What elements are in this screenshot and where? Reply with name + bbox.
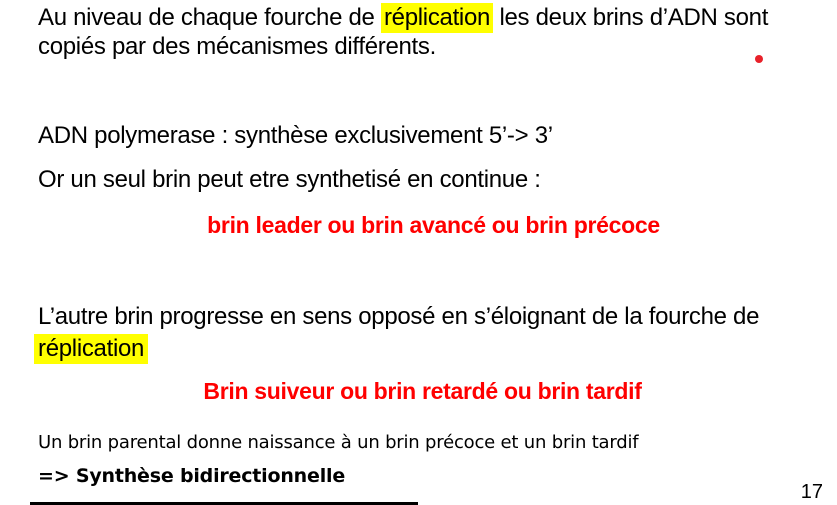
para1-line1-post: les deux brins d’ADN sont <box>493 4 769 31</box>
para1-line1-pre: Au niveau de chaque fourche de <box>38 4 381 31</box>
highlighted-word-replication-1: réplication <box>381 3 493 33</box>
para2-line2 <box>38 335 148 363</box>
red-line-lagging-strand: Brin suiveur ou brin retardé ou brin tardif <box>203 378 642 404</box>
para1-line2: copiés par des mécanismes différents. <box>38 33 436 60</box>
line-polymerase: ADN polymerase : synthèse exclusivement 5’-> 3’ <box>38 122 553 149</box>
line-parental: Un brin parental donne naissance à un brin précoce et un brin tardif <box>38 432 639 453</box>
red-line-leading-strand: brin leader ou brin avancé ou brin précoce <box>207 212 660 238</box>
highlighted-word-replication-2: réplication <box>34 334 148 364</box>
red-dot-marker <box>755 55 763 63</box>
page-number: 17 <box>800 481 823 503</box>
para2-line1: L’autre brin progresse en sens opposé en s’éloignant de la fourche de <box>38 303 760 330</box>
line-conclusion: => Synthèse bidirectionnelle <box>38 465 346 487</box>
para1-line1 <box>38 4 768 32</box>
line-continuous: Or un seul brin peut etre synthetisé en continue : <box>38 166 541 193</box>
